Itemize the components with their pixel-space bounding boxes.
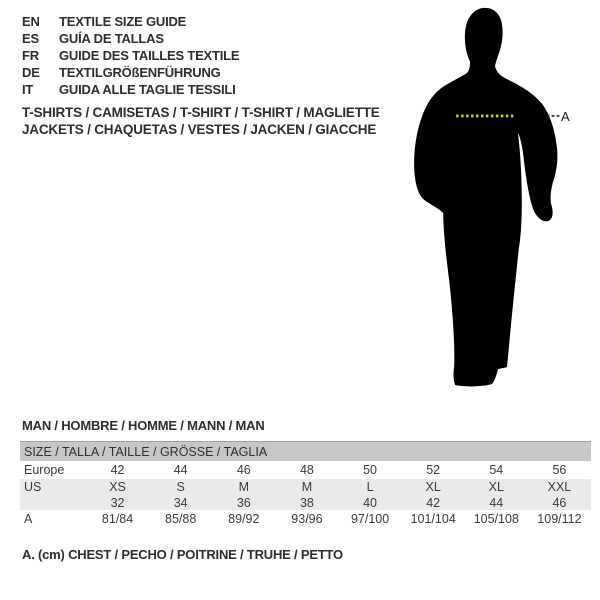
table-cell: 54 bbox=[489, 463, 504, 477]
table-cell: XXL bbox=[547, 480, 572, 494]
language-row bbox=[22, 30, 239, 47]
table-row-us-numbers bbox=[20, 495, 591, 510]
table-cell: 44 bbox=[173, 463, 188, 477]
category-lines bbox=[22, 104, 380, 138]
table-cell: S bbox=[176, 480, 185, 494]
table-cell: 34 bbox=[173, 495, 188, 510]
table-cell: 36 bbox=[236, 495, 251, 510]
table-cell: 44 bbox=[489, 495, 504, 510]
table-cell: 42 bbox=[426, 495, 441, 510]
language-row bbox=[22, 47, 239, 64]
table-cell: 89/92 bbox=[228, 512, 260, 526]
table-cell: L bbox=[366, 480, 374, 494]
table-cell: 56 bbox=[552, 463, 567, 477]
language-label: TEXTILE SIZE GUIDE bbox=[59, 14, 187, 29]
table-cell: XS bbox=[109, 480, 126, 494]
language-code: FR bbox=[22, 48, 39, 63]
table-cell: 50 bbox=[363, 463, 378, 477]
row-label: Europe bbox=[24, 463, 65, 477]
man-silhouette-figure bbox=[412, 6, 562, 396]
table-cell: 52 bbox=[426, 463, 441, 477]
table-row-us-letters bbox=[20, 479, 591, 495]
table-row-chest bbox=[20, 510, 591, 528]
language-label: GUÍA DE TALLAS bbox=[59, 31, 164, 46]
table-cell: 40 bbox=[363, 495, 378, 510]
table-cell: 32 bbox=[110, 495, 125, 510]
section-heading: MAN / HOMBRE / HOMME / MANN / MAN bbox=[22, 418, 265, 433]
table-cell: 97/100 bbox=[350, 512, 390, 526]
size-table bbox=[20, 441, 591, 528]
table-cell: 105/108 bbox=[473, 512, 519, 526]
language-code: ES bbox=[22, 31, 39, 46]
language-label: TEXTILGRÖßENFÜHRUNG bbox=[59, 65, 221, 80]
table-header: SIZE / TALLA / TAILLE / GRÖSSE / TAGLIA bbox=[20, 441, 591, 461]
language-code: IT bbox=[22, 82, 34, 97]
footnote: A. (cm) CHEST / PECHO / POITRINE / TRUHE / PETTO bbox=[22, 547, 343, 562]
row-label: A bbox=[24, 512, 33, 526]
language-code: DE bbox=[22, 65, 40, 80]
language-list bbox=[22, 13, 239, 98]
category-line-jackets: JACKETS / CHAQUETAS / VESTES / JACKEN / GIACCHE bbox=[22, 122, 377, 137]
language-label: GUIDE DES TAILLES TEXTILE bbox=[59, 48, 240, 63]
table-cell: XL bbox=[425, 480, 441, 494]
table-cell: 81/84 bbox=[101, 512, 134, 526]
table-cell: 93/96 bbox=[291, 512, 323, 526]
table-cell: M bbox=[238, 480, 250, 494]
language-row bbox=[22, 81, 239, 98]
language-row bbox=[22, 64, 239, 81]
man-silhouette-icon bbox=[412, 6, 562, 396]
table-cell: M bbox=[301, 480, 313, 494]
table-cell: 101/104 bbox=[410, 512, 456, 526]
table-row-europe bbox=[20, 461, 591, 479]
category-line-tshirts: T-SHIRTS / CAMISETAS / T-SHIRT / T-SHIRT / MAGLIETTE bbox=[22, 105, 380, 120]
table-cell: 48 bbox=[299, 463, 314, 477]
table-cell: 85/88 bbox=[165, 512, 197, 526]
language-code: EN bbox=[22, 14, 40, 29]
table-cell: 109/112 bbox=[537, 512, 582, 526]
table-cell: 42 bbox=[110, 463, 125, 477]
language-label: GUIDA ALLE TAGLIE TESSILI bbox=[59, 82, 236, 97]
table-cell: XL bbox=[488, 480, 504, 494]
table-cell: 46 bbox=[552, 495, 567, 510]
table-cell: 38 bbox=[299, 495, 314, 510]
row-label: US bbox=[24, 480, 42, 494]
measure-label-a: A bbox=[561, 109, 570, 124]
language-row bbox=[22, 13, 239, 30]
table-cell: 46 bbox=[236, 463, 251, 477]
